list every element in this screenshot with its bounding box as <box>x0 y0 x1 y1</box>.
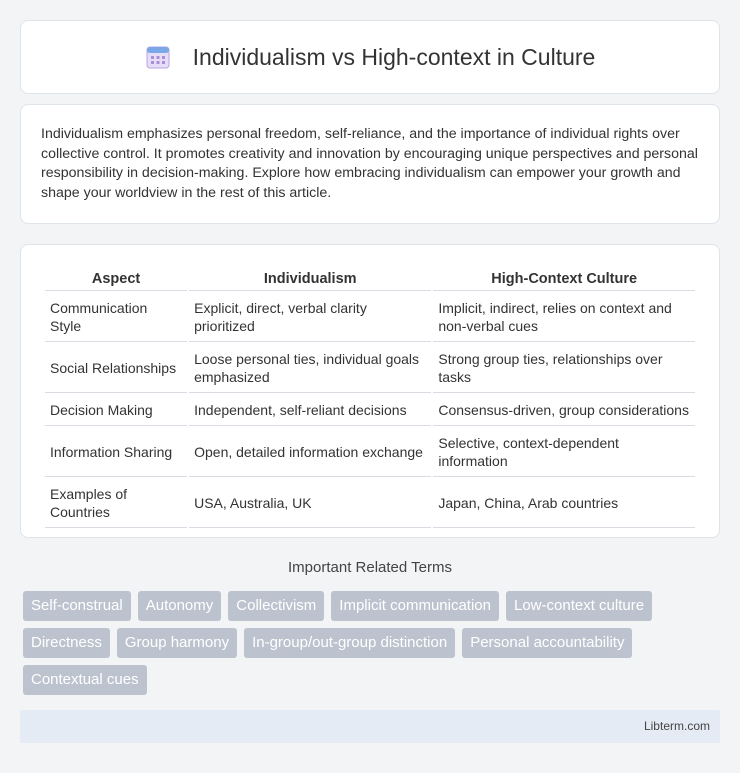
related-term-tag[interactable]: Autonomy <box>138 591 222 621</box>
table-row <box>45 395 695 426</box>
table-cell: Open, detailed information exchange <box>189 428 431 477</box>
table-header-row <box>45 267 695 291</box>
table-cell: Consensus-driven, group considerations <box>433 395 695 426</box>
table-cell: Loose personal ties, individual goals emphasized <box>189 344 431 393</box>
table-cell: Decision Making <box>45 395 187 426</box>
related-terms-list <box>23 591 723 695</box>
related-term-tag[interactable]: Directness <box>23 628 110 658</box>
intro-card <box>20 104 720 224</box>
related-term-tag[interactable]: Self-construal <box>23 591 131 621</box>
table-cell: Strong group ties, relationships over tasks <box>433 344 695 393</box>
table-row <box>45 293 695 342</box>
table-cell: Implicit, indirect, relies on context and non-verbal cues <box>433 293 695 342</box>
table-cell: Social Relationships <box>45 344 187 393</box>
table-cell: Information Sharing <box>45 428 187 477</box>
related-term-tag[interactable]: Contextual cues <box>23 665 147 695</box>
related-term-tag[interactable]: Group harmony <box>117 628 237 658</box>
intro-text: Individualism emphasizes personal freedom, self-reliance, and the importance of individual rights over collective control. It promotes creativity and innovation by encouraging unique perspectives and personal responsibility in decision-making. Explore how embracing individualism can empower your growth and shape your worldview in the rest of this article. <box>41 126 698 201</box>
calendar-icon <box>145 44 171 70</box>
table-cell: Selective, context-dependent information <box>433 428 695 477</box>
header-aspect: Aspect <box>45 267 187 291</box>
table-cell: Independent, self-reliant decisions <box>189 395 431 426</box>
footer-site-link[interactable]: Libterm.com <box>643 719 710 733</box>
comparison-table-card <box>20 244 720 538</box>
footer <box>20 710 720 743</box>
table-row <box>45 479 695 528</box>
page-title: Individualism vs High-context in Culture <box>192 43 596 70</box>
related-term-tag[interactable]: Low-context culture <box>506 591 652 621</box>
related-term-tag[interactable]: In-group/out-group distinction <box>244 628 455 658</box>
header-high-context: High-Context Culture <box>433 267 695 291</box>
table-cell: Examples of Countries <box>45 479 187 528</box>
table-row <box>45 428 695 477</box>
header-individualism: Individualism <box>189 267 431 291</box>
table-cell: Communication Style <box>45 293 187 342</box>
comparison-table <box>43 265 697 530</box>
table-cell: USA, Australia, UK <box>189 479 431 528</box>
related-term-tag[interactable]: Personal accountability <box>462 628 632 658</box>
title-card <box>20 20 720 94</box>
related-term-tag[interactable]: Implicit communication <box>331 591 499 621</box>
table-row <box>45 344 695 393</box>
table-cell: Japan, China, Arab countries <box>433 479 695 528</box>
related-terms-title: Important Related Terms <box>288 559 452 576</box>
related-term-tag[interactable]: Collectivism <box>228 591 324 621</box>
table-cell: Explicit, direct, verbal clarity prioritized <box>189 293 431 342</box>
